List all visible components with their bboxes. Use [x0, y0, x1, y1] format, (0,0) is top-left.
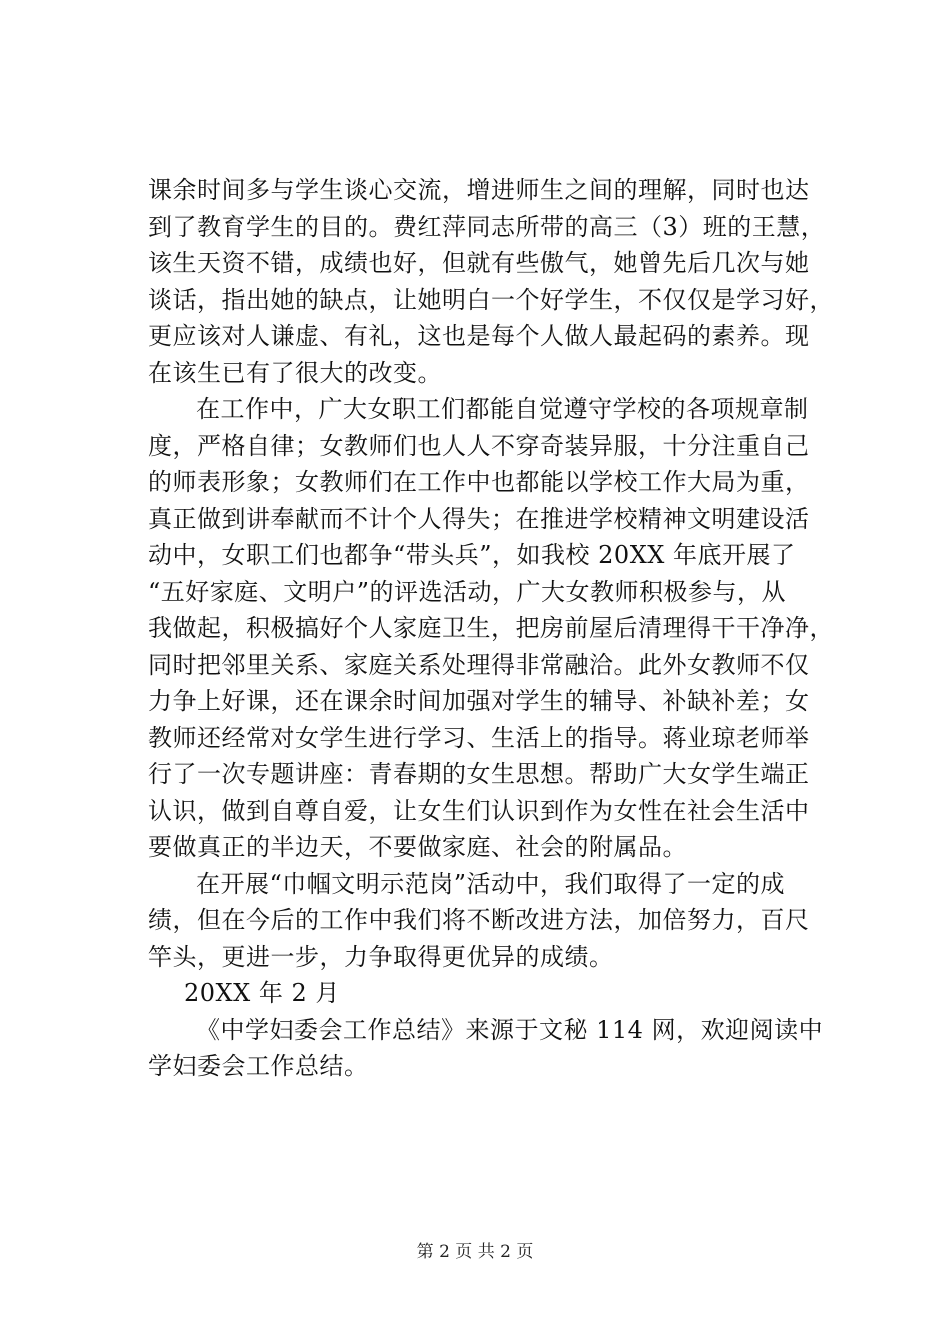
text-line: 力争上好课，还在课余时间加强对学生的辅导、补缺补差；女: [148, 687, 810, 715]
text-line: 在该生已有了很大的改变。: [148, 358, 442, 387]
paragraph-start-line: 在开展“巾帼文明示范岗”活动中，我们取得了一定的成: [196, 869, 786, 898]
document-body: [148, 172, 834, 1085]
text-line: 该生天资不错，成绩也好，但就有些傲气，她曾先后几次与她: [148, 249, 810, 277]
text-line: 的师表形象；女教师们在工作中也都能以学校工作大局为重，: [148, 468, 810, 496]
text-line: 更应该对人谦虚、有礼，这也是每个人做人最起码的素养。现: [148, 322, 810, 350]
text-line: 我做起，积极搞好个人家庭卫生，把房前屋后清理得干干净净，: [148, 614, 834, 642]
paragraph-start-line: 在工作中，广大女职工们都能自觉遵守学校的各项规章制: [196, 395, 809, 423]
source-note-line: 《中学妇委会工作总结》来源于文秘 114 网，欢迎阅读中: [196, 1015, 824, 1044]
text-line: 认识，做到自尊自爱，让女生们认识到作为女性在社会生活中: [148, 796, 810, 825]
page-indicator: 第 2 页 共 2 页: [416, 1242, 534, 1262]
text-line: 行了一次专题讲座：青春期的女生思想。帮助广大女学生端正: [148, 760, 810, 788]
text-line: “五好家庭、文明户”的评选活动，广大女教师积极参与，从: [148, 577, 787, 606]
date-line: 20XX 年 2 月: [184, 979, 340, 1007]
text-line: 到了教育学生的目的。费红萍同志所带的高三（3）班的王慧，: [148, 212, 826, 241]
text-line: 要做真正的半边天，不要做家庭、社会的附属品。: [148, 833, 687, 861]
text-line: 谈话，指出她的缺点，让她明白一个好学生，不仅仅是学习好，: [148, 285, 834, 314]
text-line: 动中，女职工们也都争“带头兵”，如我校 20XX 年底开展了: [148, 541, 796, 569]
text-line: 真正做到讲奉献而不计个人得失；在推进学校精神文明建设活: [148, 504, 810, 533]
text-line: 度，严格自律；女教师们也人人不穿奇装异服，十分注重自己: [148, 431, 810, 460]
text-line: 课余时间多与学生谈心交流，增进师生之间的理解，同时也达: [148, 176, 810, 204]
text-line: 竿头，更进一步，力争取得更优异的成绩。: [148, 942, 614, 971]
text-line: 同时把邻里关系、家庭关系处理得非常融洽。此外女教师不仅: [148, 650, 810, 679]
text-line: 教师还经常对女学生进行学习、生活上的指导。蒋业琼老师举: [148, 723, 810, 752]
text-line: 学妇委会工作总结。: [148, 1052, 369, 1080]
text-line: 绩，但在今后的工作中我们将不断改进方法，加倍努力，百尺: [148, 906, 810, 934]
